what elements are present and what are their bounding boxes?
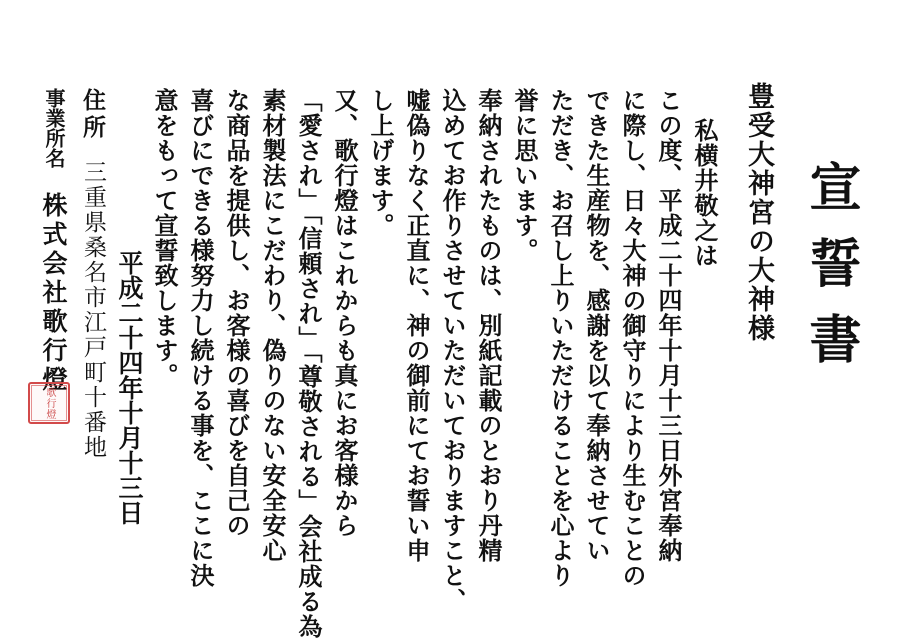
- body-line: 奉納されたものは、別紙記載のとおり丹精: [474, 88, 503, 563]
- body-line: 込めてお作りさせていただいておりますこと、: [438, 88, 467, 613]
- seal-text: 歌行燈: [31, 385, 67, 421]
- body-line: 又、歌行燈はこれからも真にお客様から: [330, 88, 359, 538]
- business-label: 事業所名: [42, 88, 66, 168]
- body-line: ただき、お召し上りいただけることを心より: [546, 88, 575, 588]
- address-label: 住所: [79, 88, 106, 142]
- body-line: できた生産物を、感謝を以て奉納させてい: [582, 88, 611, 563]
- business-name: 株式会社歌行燈: [39, 192, 68, 395]
- body-line: 喜びにできる様努力し続ける事を、ここに決: [186, 88, 215, 588]
- signature-date: 平成二十四年十月十三日: [115, 250, 144, 525]
- address-value: 三重県桑名市江戸町十番地: [80, 160, 106, 460]
- body-line: に際し、日々大神の御守りにより生むことの: [618, 88, 647, 588]
- body-line: 誉に思います。: [510, 88, 539, 263]
- body-line: 嘘偽りなく正直に、神の御前にてお誓い申: [402, 88, 431, 563]
- body-line: 私横井敬之は: [690, 118, 719, 268]
- addressee: 豊受大神宮の大神様: [743, 82, 774, 343]
- body-line: この度、平成二十四年十月十三日外宮奉納: [654, 88, 683, 563]
- body-line: 「愛され」「信頼され」「尊敬される」会社成る為: [294, 88, 323, 639]
- body-line: し上げます。: [366, 88, 395, 238]
- company-seal: [28, 382, 70, 424]
- body-line: 素材製法にこだわり、偽りのない安全安心: [258, 88, 287, 563]
- body-line: 意をもって宣誓致します。: [150, 88, 179, 388]
- document-title: 宣誓書: [800, 160, 861, 388]
- body-line: な商品を提供し、お客様の喜びを自己の: [222, 88, 251, 538]
